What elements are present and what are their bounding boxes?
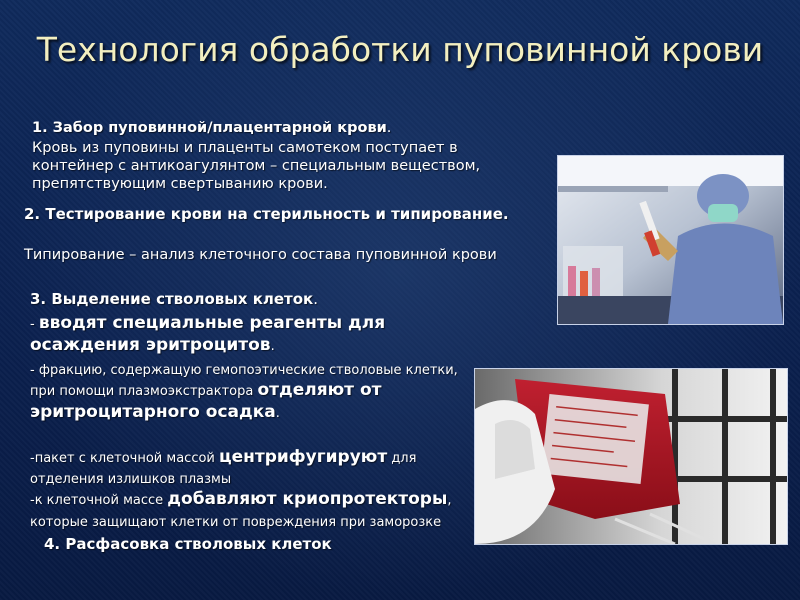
laboratory-worker-photo bbox=[557, 155, 784, 325]
step3-item-2: - фракцию, содержащую гемопоэтические стволовые клетки, при помощи плазмоэкстрактора отделяют от эритроцитарного осадка. bbox=[30, 363, 458, 422]
step4-heading: 4. Расфасовка стволовых клеток bbox=[44, 535, 332, 553]
step2-body: Типирование – анализ клеточного состава пуповинной крови bbox=[24, 247, 497, 263]
slide-title: Технология обработки пуповинной крови bbox=[36, 30, 764, 69]
step1-heading: 1. Забор пуповинной/плацентарной крови. bbox=[32, 120, 392, 136]
step3-heading: 3. Выделение стволовых клеток. bbox=[30, 290, 319, 308]
step1-body: Кровь из пуповины и плаценты самотеком поступает в контейнер с антикоагулянтом – специальным веществом, препятствующим свертыванию крови. bbox=[32, 140, 481, 192]
blood-bag-photo bbox=[474, 368, 788, 545]
step3-item-4: -к клеточной массе добавляют криопротекторы, которые защищают клетки от повреждения при заморозке bbox=[30, 489, 452, 530]
step3-item-3: -пакет с клеточной массой центрифугируют для отделения излишков плазмы bbox=[30, 447, 417, 487]
step3-item-1: - вводят специальные реагенты для осаждения эритроцитов. bbox=[30, 313, 386, 355]
step2-heading: 2. Тестирование крови на стерильность и типирование. bbox=[24, 205, 509, 223]
